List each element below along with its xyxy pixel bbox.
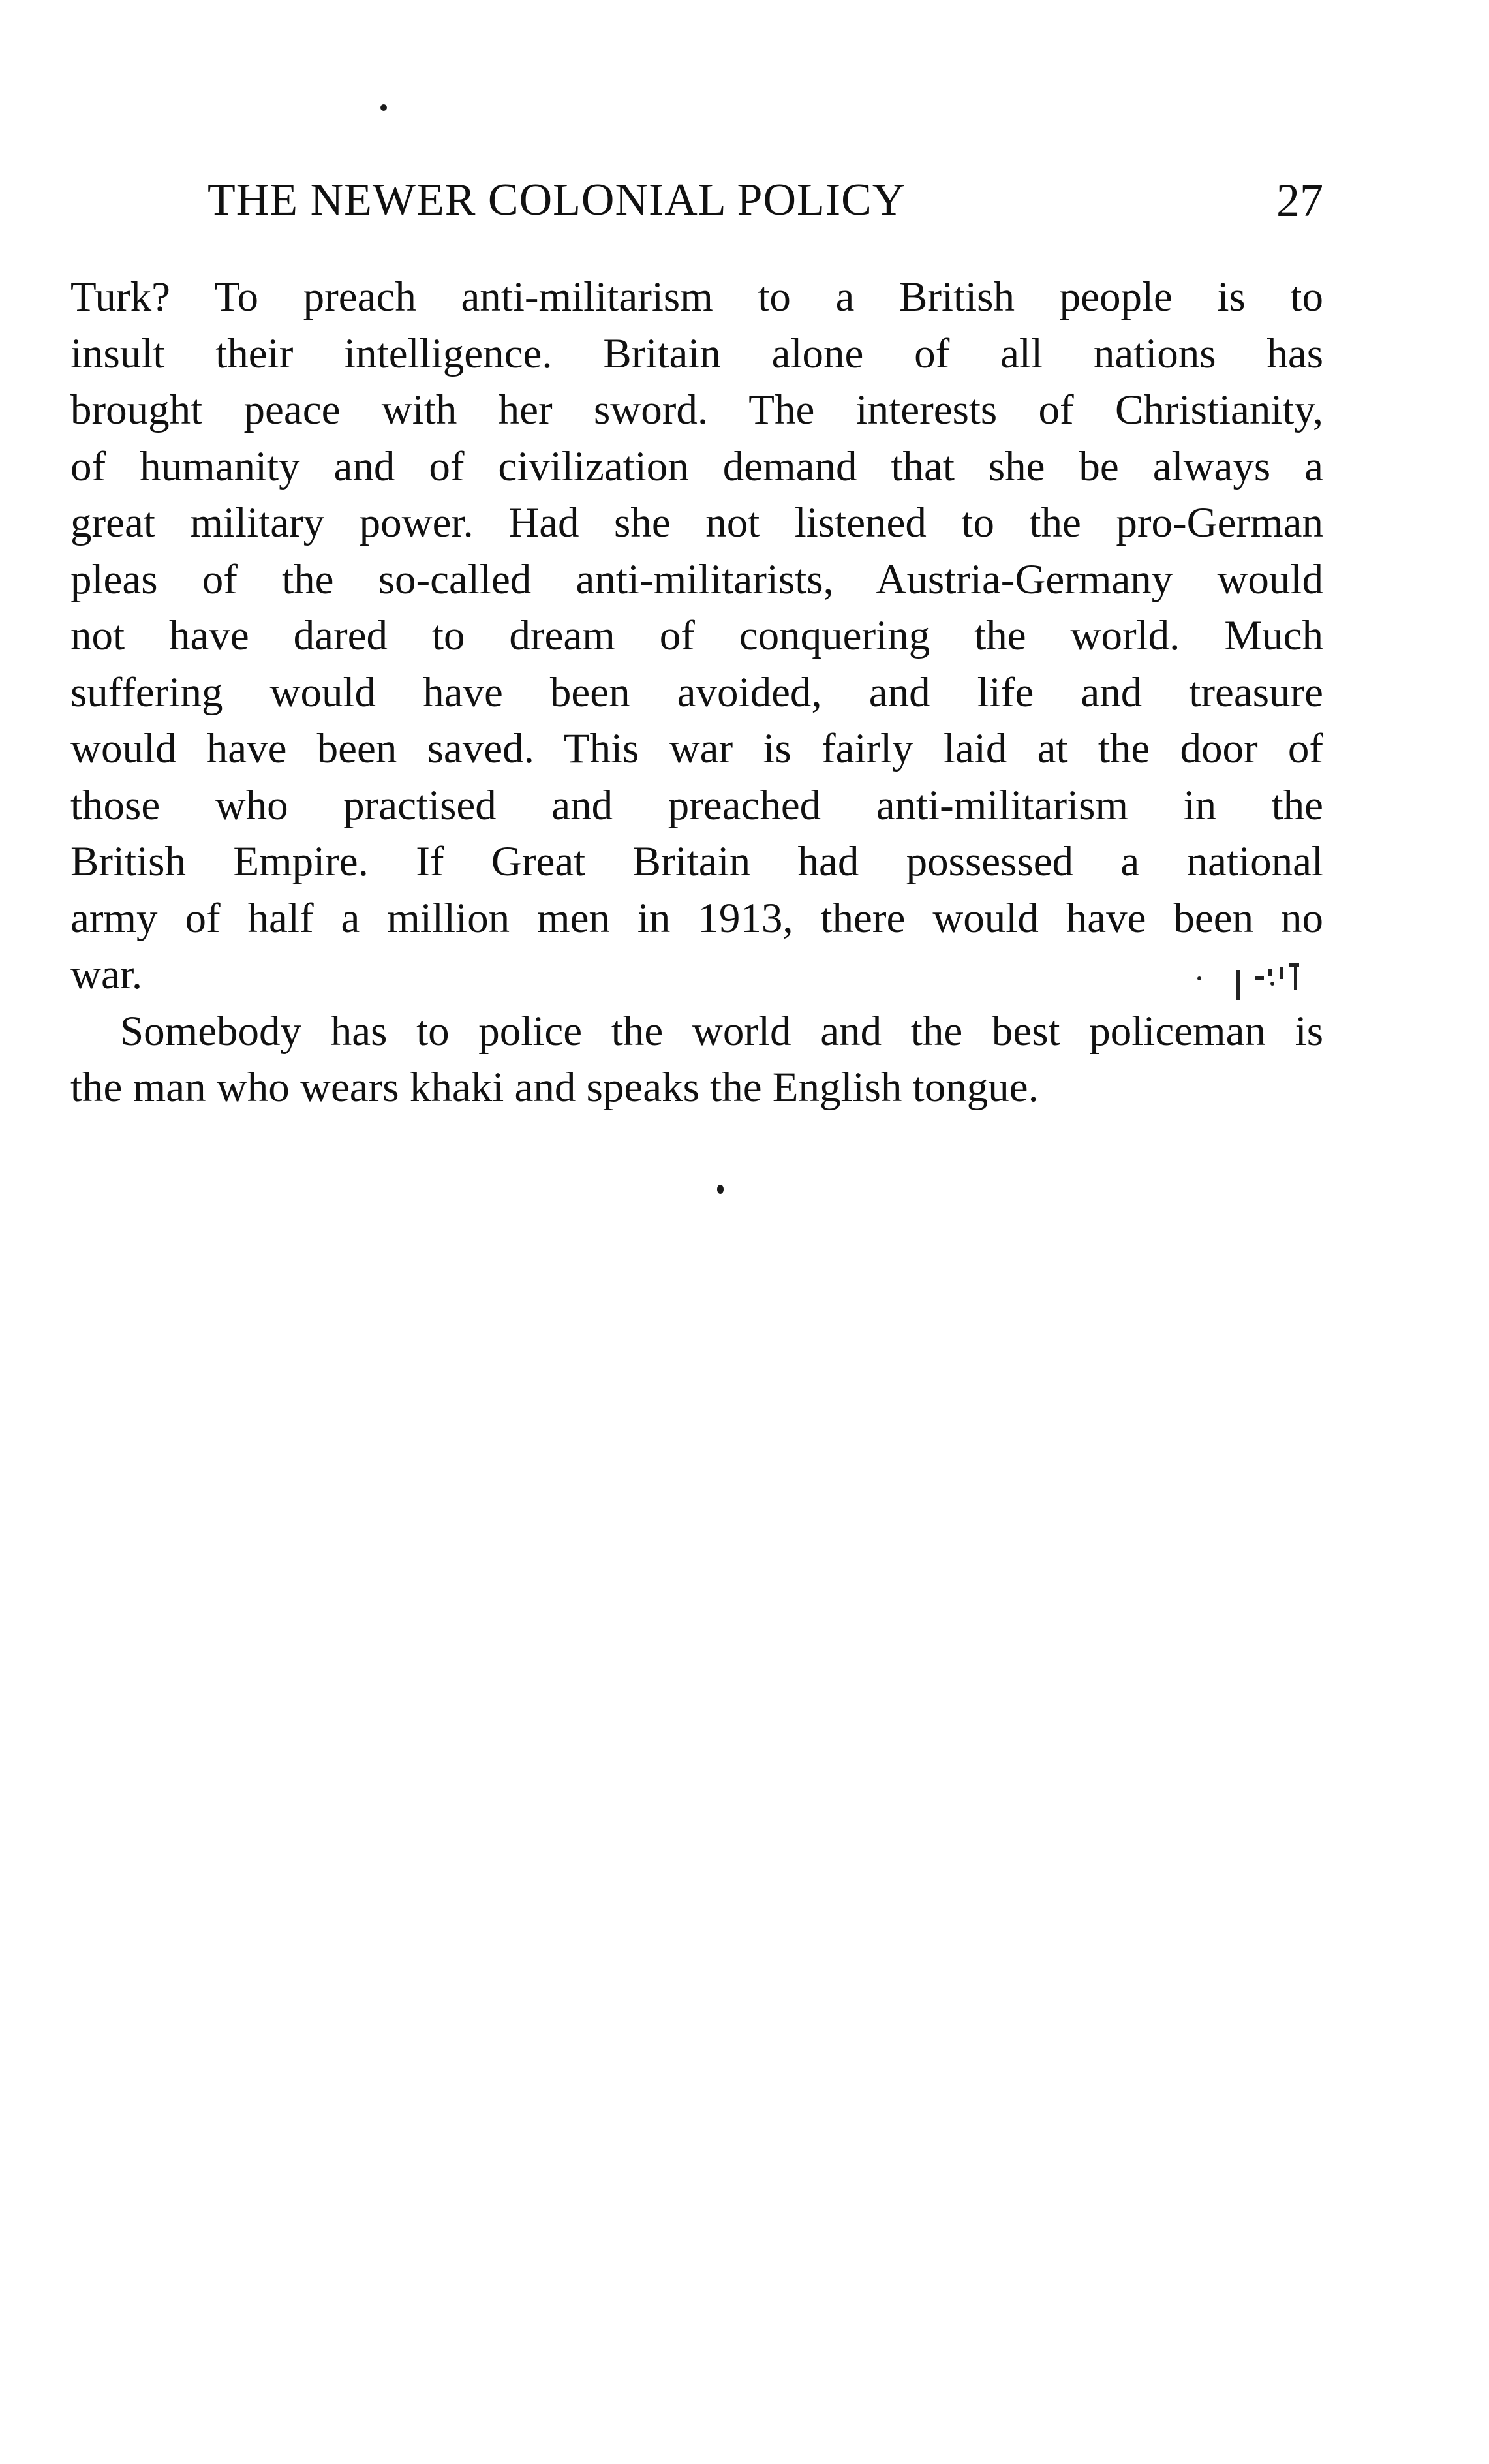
page-number: 27 [1276,174,1323,226]
text-line: suffering would have been avoided, and life and treasure [70,668,1323,716]
text-line: those who practised and preached anti-militarism in the [70,781,1323,829]
page-header [70,171,1323,230]
text-line: war. [70,951,143,998]
text-line: Somebody has to police the world and the best policeman is [120,1007,1323,1055]
text-line: insult their intelligence. Britain alone of all nations has [70,330,1323,377]
text-line: of humanity and of civilization demand that she be always a [70,443,1323,490]
text-line: British Empire. If Great Britain had possessed a national [70,838,1323,885]
text-line: great military power. Had she not listened to the pro-German [70,499,1323,546]
body-text [70,269,1323,1116]
text-line: army of half a million men in 1913, there would have been no [70,894,1323,942]
text-line: Turk? To preach anti-militarism to a British people is to [70,273,1323,320]
paragraph-2 [70,1003,1323,1116]
paragraph-1 [70,269,1323,1003]
text-line: would have been saved. This war is fairly laid at the door of [70,725,1323,772]
text-line: brought peace with her sword. The interests of Christianity, [70,386,1323,433]
text-line: not have dared to dream of conquering the world. Much [70,612,1323,659]
ink-speck-top [380,104,387,111]
text-line: the man who wears khaki and speaks the English tongue. [70,1064,1039,1111]
running-title: THE NEWER COLONIAL POLICY [207,175,906,225]
stray-ink-marks [1197,957,1328,1003]
text-line: pleas of the so-called anti-militarists, Austria-Germany would [70,555,1323,603]
ink-speck-bottom [717,1185,724,1194]
